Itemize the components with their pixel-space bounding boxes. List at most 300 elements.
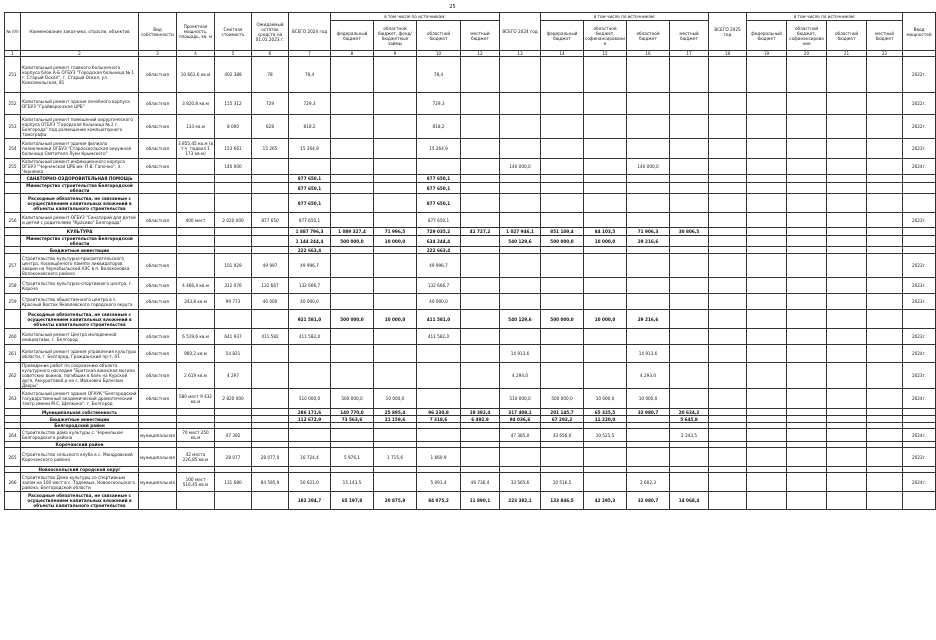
value-cell bbox=[709, 254, 747, 278]
value-cell bbox=[584, 278, 627, 294]
capacity-cell bbox=[177, 236, 215, 247]
value-cell: 2022г. bbox=[903, 115, 936, 139]
value-cell bbox=[903, 409, 936, 416]
remaining-cell bbox=[252, 228, 289, 236]
object-name-cell: Строительство культурно-просветительского центра, посвящённого памяти ликвидаторов аварии на Чернобыльской АЭС в п. Волоконовка Волоконовского района bbox=[21, 254, 139, 278]
column-number: 9 bbox=[374, 51, 417, 57]
value-cell: 818,2 bbox=[289, 115, 331, 139]
object-name-cell: Министерство строительства Белгородской области bbox=[21, 183, 139, 194]
value-cell: 2023г. bbox=[903, 329, 936, 345]
object-name-cell: САНАТОРНО-ОЗДОРОВИТЕЛЬНАЯ ПОМОЩЬ bbox=[21, 175, 139, 183]
value-cell: 2023г. bbox=[903, 213, 936, 228]
ownership-cell: областная bbox=[139, 294, 177, 310]
value-cell bbox=[289, 159, 331, 175]
value-cell bbox=[747, 429, 787, 442]
value-cell bbox=[374, 247, 417, 254]
value-cell bbox=[747, 310, 787, 329]
value-cell: 42 295,3 bbox=[584, 492, 627, 510]
value-cell bbox=[867, 194, 903, 213]
value-cell bbox=[827, 492, 867, 510]
value-cell: 5 645,8 bbox=[670, 416, 709, 423]
value-cell bbox=[747, 492, 787, 510]
value-cell bbox=[500, 213, 541, 228]
value-cell bbox=[500, 294, 541, 310]
value-cell bbox=[541, 175, 584, 183]
section-row bbox=[5, 175, 936, 183]
value-cell bbox=[787, 363, 827, 389]
value-cell bbox=[747, 139, 787, 159]
value-cell bbox=[461, 254, 500, 278]
value-cell bbox=[709, 409, 747, 416]
column-number: 12 bbox=[461, 51, 500, 57]
row-number-cell: 256 bbox=[5, 213, 21, 228]
value-cell bbox=[374, 429, 417, 442]
value-cell bbox=[709, 139, 747, 159]
value-cell: 7 318,6 bbox=[417, 416, 461, 423]
value-cell: 729,3 bbox=[289, 93, 331, 115]
value-cell bbox=[584, 183, 627, 194]
value-cell bbox=[374, 363, 417, 389]
value-cell bbox=[747, 175, 787, 183]
value-cell: 40 000,0 bbox=[289, 294, 331, 310]
value-cell bbox=[374, 57, 417, 93]
header-cell: областной бюджет bbox=[627, 21, 670, 51]
row-number-cell: 258 bbox=[5, 278, 21, 294]
value-cell bbox=[374, 254, 417, 278]
value-cell bbox=[331, 294, 374, 310]
object-name-cell: Белгородский район bbox=[21, 423, 139, 429]
header-cell: Проектная мощность, площадь, кв. м bbox=[177, 13, 215, 51]
ownership-cell: муниципальная bbox=[139, 473, 177, 492]
value-cell bbox=[331, 278, 374, 294]
value-cell bbox=[867, 363, 903, 389]
value-cell bbox=[417, 345, 461, 363]
value-cell bbox=[787, 115, 827, 139]
header-cell: ВСЕГО 2025 год bbox=[709, 13, 747, 51]
section-row bbox=[5, 492, 936, 510]
value-cell bbox=[827, 416, 867, 423]
value-cell bbox=[374, 278, 417, 294]
value-cell bbox=[627, 247, 670, 254]
column-number: 5 bbox=[215, 51, 252, 57]
value-cell bbox=[903, 175, 936, 183]
table-row bbox=[5, 389, 936, 409]
row-number-cell bbox=[5, 409, 21, 416]
header-cell: местный бюджет bbox=[867, 21, 903, 51]
object-name-cell: Капитальный ремонт помещений хирургического корпуса ОГБУЗ "Городская больница № 2 г. Белгорода" под размещение компьютерного томографа bbox=[21, 115, 139, 139]
value-cell: 132 666,7 bbox=[417, 278, 461, 294]
value-cell bbox=[787, 448, 827, 467]
value-cell bbox=[867, 213, 903, 228]
value-cell bbox=[461, 93, 500, 115]
remaining-cell bbox=[252, 416, 289, 423]
table-row bbox=[5, 448, 936, 467]
header-cell: Ввод мощностей bbox=[903, 13, 936, 51]
estimate-cell: 140 000 bbox=[215, 159, 252, 175]
value-cell: 2022г. bbox=[903, 93, 936, 115]
value-cell bbox=[709, 492, 747, 510]
value-cell bbox=[289, 429, 331, 442]
value-cell: 33 565,6 bbox=[500, 473, 541, 492]
value-cell bbox=[747, 416, 787, 423]
row-number-cell: 253 bbox=[5, 115, 21, 139]
value-cell bbox=[747, 194, 787, 213]
value-cell: 19 382,4 bbox=[461, 409, 500, 416]
value-cell: 818,2 bbox=[417, 115, 461, 139]
value-cell bbox=[670, 213, 709, 228]
value-cell bbox=[827, 363, 867, 389]
capacity-cell bbox=[177, 247, 215, 254]
remaining-cell: 411 582 bbox=[252, 329, 289, 345]
value-cell: 877 650,1 bbox=[289, 175, 331, 183]
column-number: 7 bbox=[289, 51, 331, 57]
value-cell: 16 724,4 bbox=[289, 448, 331, 467]
ownership-cell bbox=[139, 236, 177, 247]
value-cell: 10 000,0 bbox=[374, 310, 417, 329]
value-cell: 2023г. bbox=[903, 254, 936, 278]
value-cell bbox=[670, 115, 709, 139]
value-cell bbox=[374, 294, 417, 310]
value-cell: 29 216,6 bbox=[627, 236, 670, 247]
header-cell: областной бюджет bbox=[417, 21, 461, 51]
header-cell: Ожидаемый остаток средств на 01.01.2023 г. bbox=[252, 13, 289, 51]
capacity-cell: 6 519,6 кв.м bbox=[177, 329, 215, 345]
value-cell: 140 000,0 bbox=[500, 159, 541, 175]
value-cell: 1 027 946,1 bbox=[500, 228, 541, 236]
value-cell bbox=[670, 175, 709, 183]
table-header bbox=[5, 13, 936, 57]
remaining-cell bbox=[252, 310, 289, 329]
header-cell: местный бюджет bbox=[461, 21, 500, 51]
value-cell bbox=[670, 294, 709, 310]
section-row bbox=[5, 416, 936, 423]
remaining-cell: 15 265 bbox=[252, 139, 289, 159]
value-cell bbox=[331, 175, 374, 183]
value-cell: 540 129,6 bbox=[500, 236, 541, 247]
value-cell bbox=[500, 93, 541, 115]
remaining-cell bbox=[252, 194, 289, 213]
value-cell bbox=[374, 345, 417, 363]
estimate-cell bbox=[215, 183, 252, 194]
value-cell bbox=[867, 310, 903, 329]
ownership-cell: областная bbox=[139, 345, 177, 363]
ownership-cell: областная bbox=[139, 57, 177, 93]
value-cell bbox=[747, 254, 787, 278]
value-cell bbox=[627, 57, 670, 93]
value-cell bbox=[461, 345, 500, 363]
header-cell: областной бюджет, софинансирование bbox=[584, 21, 627, 51]
value-cell: 500 000,0 bbox=[331, 389, 374, 409]
value-cell bbox=[500, 183, 541, 194]
value-cell bbox=[787, 247, 827, 254]
value-cell bbox=[461, 329, 500, 345]
capacity-cell: 4 466,4 кв.м bbox=[177, 278, 215, 294]
value-cell bbox=[827, 93, 867, 115]
table-row bbox=[5, 363, 936, 389]
header-cell: Вид собственности bbox=[139, 13, 177, 51]
header-cell: № п/п bbox=[5, 13, 21, 51]
row-number-cell bbox=[5, 183, 21, 194]
capacity-cell: 2 619 кв.м bbox=[177, 363, 215, 389]
value-cell: 20 875,8 bbox=[374, 492, 417, 510]
object-name-cell: Бюджетные инвестиции bbox=[21, 416, 139, 423]
value-cell bbox=[331, 345, 374, 363]
value-cell: 14 913,6 bbox=[627, 345, 670, 363]
value-cell bbox=[787, 345, 827, 363]
row-number-cell bbox=[5, 194, 21, 213]
value-cell: 2022г. bbox=[903, 57, 936, 93]
object-name-cell: Капитальный ремонт ОГБУЗ "Санаторий для детей и детей с родителями "Красиво" Белгорода" bbox=[21, 213, 139, 228]
value-cell bbox=[867, 115, 903, 139]
value-cell: 1 089 327,4 bbox=[331, 228, 374, 236]
value-cell: 2024г. bbox=[903, 345, 936, 363]
capacity-cell bbox=[177, 228, 215, 236]
value-cell: 10 516,5 bbox=[541, 473, 584, 492]
value-cell bbox=[627, 139, 670, 159]
remaining-cell bbox=[252, 409, 289, 416]
table-row bbox=[5, 254, 936, 278]
column-number: 2 bbox=[21, 51, 139, 57]
value-cell bbox=[867, 389, 903, 409]
value-cell bbox=[709, 236, 747, 247]
row-number-cell bbox=[5, 416, 21, 423]
value-cell bbox=[787, 310, 827, 329]
value-cell: 4 293,0 bbox=[627, 363, 670, 389]
value-cell bbox=[903, 310, 936, 329]
column-number: 16 bbox=[627, 51, 670, 57]
value-cell bbox=[747, 409, 787, 416]
value-cell bbox=[500, 254, 541, 278]
header-cell: федеральный бюджет bbox=[331, 21, 374, 51]
estimate-cell bbox=[215, 409, 252, 416]
row-number-cell bbox=[5, 310, 21, 329]
remaining-cell: 40 000 bbox=[252, 294, 289, 310]
value-cell bbox=[627, 213, 670, 228]
capacity-cell bbox=[177, 194, 215, 213]
header-group: в том числе по источникам: bbox=[747, 13, 903, 21]
object-name-cell: Строительство культурно-спортивного центра, г. Короча bbox=[21, 278, 139, 294]
value-cell bbox=[827, 194, 867, 213]
value-cell: 286 171,6 bbox=[289, 409, 331, 416]
value-cell bbox=[747, 294, 787, 310]
value-cell: 47 385,0 bbox=[500, 429, 541, 442]
value-cell bbox=[584, 57, 627, 93]
value-cell: 10 000,0 bbox=[584, 236, 627, 247]
object-name-cell: Строительство общественного центра в с. Красный Восток Яковлевского городского округа bbox=[21, 294, 139, 310]
value-cell bbox=[500, 329, 541, 345]
object-name-cell: Расходные обязательства, не связанные с осуществлением капитальных вложений в объекты капитального строительства bbox=[21, 492, 139, 510]
value-cell bbox=[670, 247, 709, 254]
value-cell: 14 068,4 bbox=[670, 492, 709, 510]
value-cell: 500 000,0 bbox=[541, 310, 584, 329]
value-cell bbox=[867, 294, 903, 310]
value-cell bbox=[461, 213, 500, 228]
value-cell bbox=[461, 183, 500, 194]
value-cell bbox=[500, 194, 541, 213]
ownership-cell: муниципальная bbox=[139, 448, 177, 467]
value-cell bbox=[461, 429, 500, 442]
capacity-cell bbox=[177, 416, 215, 423]
value-cell: 2024г. bbox=[903, 473, 936, 492]
value-cell: 41 727,2 bbox=[461, 228, 500, 236]
estimate-cell: 115 312 bbox=[215, 93, 252, 115]
remaining-cell bbox=[252, 492, 289, 510]
value-cell: 2023г. bbox=[903, 139, 936, 159]
object-name-cell: Капитальный ремонт инфекционного корпуса ОГБУЗ "Чернянская ЦРБ им. П.В. Гапочко", п. Чернянка bbox=[21, 159, 139, 175]
value-cell bbox=[584, 294, 627, 310]
value-cell bbox=[461, 115, 500, 139]
value-cell bbox=[709, 213, 747, 228]
capacity-cell bbox=[177, 175, 215, 183]
value-cell: 96 230,8 bbox=[417, 409, 461, 416]
value-cell bbox=[903, 194, 936, 213]
value-cell bbox=[500, 175, 541, 183]
value-cell bbox=[903, 183, 936, 194]
value-cell bbox=[670, 345, 709, 363]
value-cell bbox=[709, 473, 747, 492]
value-cell: 877 650,1 bbox=[289, 213, 331, 228]
ownership-cell bbox=[139, 492, 177, 510]
value-cell bbox=[461, 310, 500, 329]
estimate-cell: 641 937 bbox=[215, 329, 252, 345]
capacity-cell: 400 мест bbox=[177, 213, 215, 228]
value-cell: 10 000,0 bbox=[584, 310, 627, 329]
value-cell bbox=[670, 57, 709, 93]
header-cell: Сметная стоимость bbox=[215, 13, 252, 51]
value-cell bbox=[867, 345, 903, 363]
estimate-cell: 99 773 bbox=[215, 294, 252, 310]
value-cell bbox=[461, 448, 500, 467]
value-cell bbox=[541, 448, 584, 467]
value-cell bbox=[747, 236, 787, 247]
estimate-cell bbox=[215, 194, 252, 213]
value-cell bbox=[541, 294, 584, 310]
value-cell: 71 996,5 bbox=[374, 228, 417, 236]
value-cell: 877 650,1 bbox=[289, 194, 331, 213]
value-cell: 71 906,3 bbox=[627, 228, 670, 236]
value-cell bbox=[787, 228, 827, 236]
value-cell: 32 980,7 bbox=[627, 492, 670, 510]
value-cell: 729,3 bbox=[417, 93, 461, 115]
value-cell bbox=[417, 429, 461, 442]
value-cell bbox=[867, 175, 903, 183]
remaining-cell: 877 650 bbox=[252, 213, 289, 228]
value-cell bbox=[903, 492, 936, 510]
value-cell: 2023г. bbox=[903, 363, 936, 389]
object-name-cell: КУЛЬТУРА bbox=[21, 228, 139, 236]
row-number-cell: 257 bbox=[5, 254, 21, 278]
section-row bbox=[5, 409, 936, 416]
section-row bbox=[5, 310, 936, 329]
capacity-cell: 133 кв.м bbox=[177, 115, 215, 139]
value-cell: 2 602,3 bbox=[627, 473, 670, 492]
value-cell bbox=[584, 329, 627, 345]
row-number-cell: 255 bbox=[5, 159, 21, 175]
remaining-cell: 828 bbox=[252, 115, 289, 139]
value-cell: 500 000,0 bbox=[541, 236, 584, 247]
value-cell bbox=[584, 139, 627, 159]
value-cell bbox=[747, 448, 787, 467]
column-number: 4 bbox=[177, 51, 215, 57]
value-cell bbox=[627, 194, 670, 213]
value-cell bbox=[867, 329, 903, 345]
value-cell bbox=[747, 159, 787, 175]
table-row bbox=[5, 93, 936, 115]
value-cell bbox=[747, 278, 787, 294]
value-cell bbox=[709, 175, 747, 183]
value-cell: 46 736,4 bbox=[461, 473, 500, 492]
value-cell: 21 159,6 bbox=[374, 416, 417, 423]
value-cell bbox=[787, 409, 827, 416]
value-cell: 2023г. bbox=[903, 448, 936, 467]
value-cell bbox=[627, 254, 670, 278]
value-cell: 5 976,1 bbox=[331, 448, 374, 467]
value-cell bbox=[709, 429, 747, 442]
value-cell bbox=[787, 159, 827, 175]
value-cell: 877 650,1 bbox=[417, 213, 461, 228]
value-cell bbox=[787, 194, 827, 213]
value-cell bbox=[747, 389, 787, 409]
value-cell bbox=[747, 345, 787, 363]
remaining-cell bbox=[252, 183, 289, 194]
value-cell bbox=[903, 247, 936, 254]
value-cell bbox=[289, 345, 331, 363]
estimate-cell: 2 020 000 bbox=[215, 213, 252, 228]
column-number: 17 bbox=[670, 51, 709, 57]
value-cell bbox=[461, 236, 500, 247]
table-row bbox=[5, 329, 936, 345]
row-number-cell: 265 bbox=[5, 448, 21, 467]
ownership-cell: областная bbox=[139, 254, 177, 278]
value-cell bbox=[417, 159, 461, 175]
column-number: 8 bbox=[331, 51, 374, 57]
remaining-cell: 84 595,9 bbox=[252, 473, 289, 492]
ownership-cell: областная bbox=[139, 363, 177, 389]
value-cell bbox=[787, 389, 827, 409]
value-cell bbox=[670, 183, 709, 194]
ownership-cell: областная bbox=[139, 159, 177, 175]
column-number: 19 bbox=[747, 51, 787, 57]
value-cell bbox=[541, 139, 584, 159]
value-cell bbox=[827, 448, 867, 467]
value-cell bbox=[827, 389, 867, 409]
ownership-cell bbox=[139, 183, 177, 194]
value-cell bbox=[867, 139, 903, 159]
value-cell: 14 913,6 bbox=[500, 345, 541, 363]
capacity-cell: 960,2 кв.м bbox=[177, 345, 215, 363]
object-name-cell: Строительство дома культуры с. Чернильное Белгородского района bbox=[21, 429, 139, 442]
estimate-cell bbox=[215, 310, 252, 329]
value-cell: 49 996,7 bbox=[417, 254, 461, 278]
value-cell: 540 129,6 bbox=[500, 310, 541, 329]
value-cell bbox=[670, 448, 709, 467]
value-cell bbox=[867, 492, 903, 510]
object-name-cell: Муниципальная собственность bbox=[21, 409, 139, 416]
value-cell bbox=[461, 175, 500, 183]
remaining-cell bbox=[252, 363, 289, 389]
remaining-cell: 729 bbox=[252, 93, 289, 115]
value-cell bbox=[709, 389, 747, 409]
value-cell bbox=[709, 194, 747, 213]
value-cell bbox=[627, 175, 670, 183]
row-number-cell bbox=[5, 228, 21, 236]
ownership-cell bbox=[139, 175, 177, 183]
value-cell bbox=[461, 194, 500, 213]
value-cell: 411 581,0 bbox=[417, 310, 461, 329]
value-cell bbox=[903, 228, 936, 236]
row-number-cell: 251 bbox=[5, 57, 21, 93]
value-cell bbox=[331, 194, 374, 213]
